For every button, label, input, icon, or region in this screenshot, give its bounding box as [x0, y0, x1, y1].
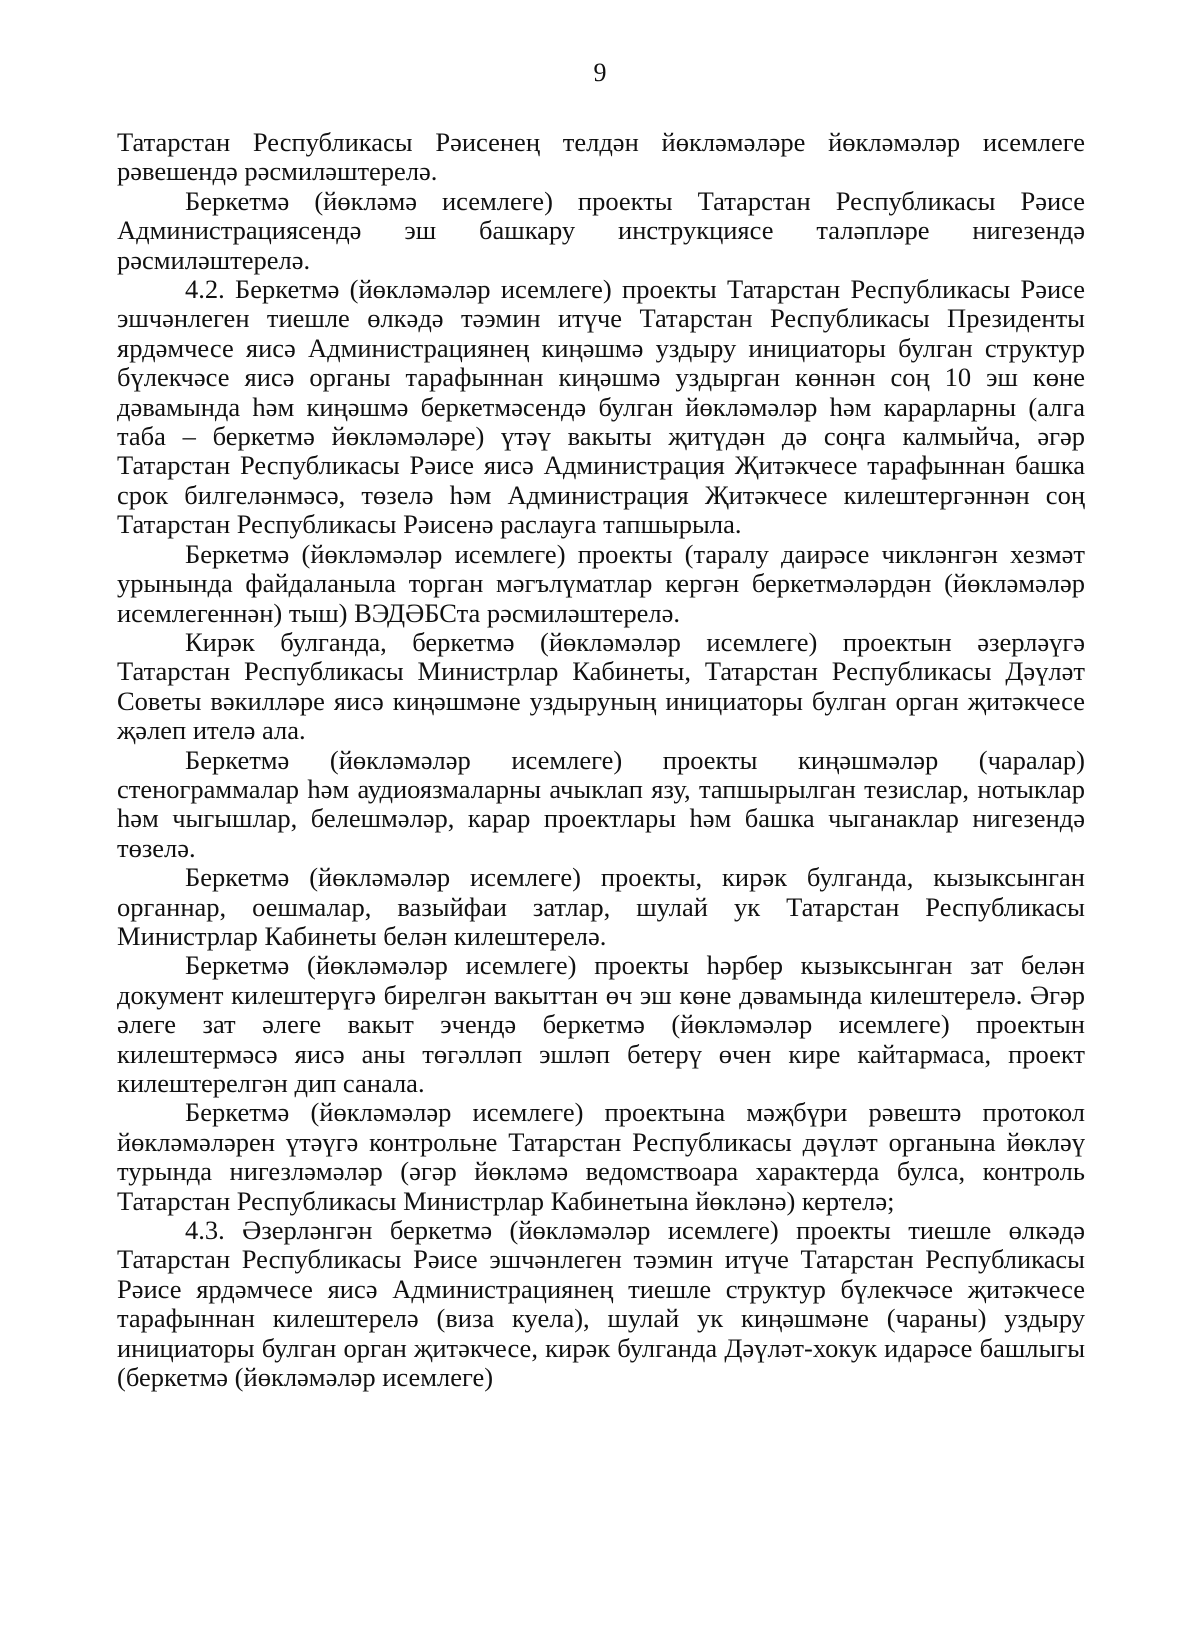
paragraph: Кирәк булганда, беркетмә (йөкләмәләр исемлеге) проектын әзерләүгә Татарстан Республикасы Министрлар Кабинеты, Татарстан Республикасы Дәүләт Советы вәкилләре яисә киңәшмәне уздыруның инициаторы булган орган җитәкчесе җәлеп ителә ала.	[117, 626, 1085, 746]
paragraph: Беркетмә (йөкләмәләр исемлеге) проекты, кирәк булганда, кызыксынган органнар, оешмалар, вазыйфаи затлар, шулай ук Татарстан Республикасы Министрлар Кабинеты белән килештерелә.	[117, 862, 1085, 951]
paragraph: 4.2. Беркетмә (йөкләмәләр исемлеге) проекты Татарстан Республикасы Рәисе эшчәнлеген тиешле өлкәдә тәэмин итүче Татарстан Республикасы Президенты ярдәмчесе яисә Администрациянең киңәшмә уздыру инициаторы булган структур бүлекчәсе яисә органы тарафыннан киңәшмә уздырган көннән соң 10 эш көне дәвамында һәм киңәшмә беркетмәсендә булган йөкләмәләр һәм карарларны (алга таба – беркетмә йөкләмәләре) үтәү вакыты җитүдән дә соңга калмыйча, әгәр Татарстан Республикасы Рәисе яисә Администрация Җитәкчесе тарафыннан башка срок билгеләнмәсә, төзелә һәм Администрация Җитәкчесе килештергәннән соң Татарстан Республикасы Рәисенә раслауга тапшырыла.	[117, 274, 1085, 540]
document-body	[117, 128, 1085, 1392]
paragraph: 4.3. Әзерләнгән беркетмә (йөкләмәләр исемлеге) проекты тиешле өлкәдә Татарстан Республикасы Рәисе эшчәнлеген тәэмин итүче Татарстан Республикасы Рәисе ярдәмчесе яисә Администрациянең тиешле структур бүлекчәсе җитәкчесе тарафыннан килештерелә (виза куела), шулай ук киңәшмәне (чараны) уздыру инициаторы булган орган җитәкчесе, кирәк булганда Дәүләт-хокук идарәсе башлыгы (беркетмә (йөкләмәләр исемлеге)	[117, 1215, 1085, 1393]
paragraph: Беркетмә (йөкләмә исемлеге) проекты Татарстан Республикасы Рәисе Администрациясендә эш башкару инструкциясе таләпләре нигезендә рәсмиләштерелә.	[117, 185, 1085, 275]
paragraph: Беркетмә (йөкләмәләр исемлеге) проекты һәрбер кызыксынган зат белән документ килештерүгә бирелгән вакыттан өч эш көне дәвамында килештерелә. Әгәр әлеге зат әлеге вакыт эчендә беркетмә (йөкләмәләр исемлеге) проектын килештермәсә яисә аны төгәлләп эшләп бетерү өчен кире кайтармаса, проект килештерелгән дип санала.	[117, 950, 1085, 1098]
paragraph: Беркетмә (йөкләмәләр исемлеге) проектына мәҗбүри рәвештә протокол йөкләмәләрен үтәүгә контрольне Татарстан Республикасы дәүләт органына йөкләү турында нигезләмәләр (әгәр йөкләмә ведомствоара характерда булса, контроль Татарстан Республикасы Министрлар Кабинетына йөкләнә) кертелә;	[117, 1097, 1085, 1216]
paragraph: Беркетмә (йөкләмәләр исемлеге) проекты киңәшмәләр (чаралар) стенограммалар һәм аудиоязмаларны ачыклап язу, тапшырылган тезислар, нотыклар һәм чыгышлар, белешмәләр, карар проектлары һәм башка чыганаклар нигезендә төзелә.	[117, 744, 1085, 863]
paragraph: Беркетмә (йөкләмәләр исемлеге) проекты (таралу даирәсе чикләнгән хезмәт урынында файдаланыла торган мәгълүматлар кергән беркетмәләрдән (йөкләмәләр исемлегеннән) тыш) ВЭДӘБСта рәсмиләштерелә.	[117, 538, 1085, 628]
paragraph: Татарстан Республикасы Рәисенең телдән йөкләмәләре йөкләмәләр исемлеге рәвешендә рәсмиләштерелә.	[117, 127, 1085, 187]
page-number: 9	[593, 58, 607, 87]
